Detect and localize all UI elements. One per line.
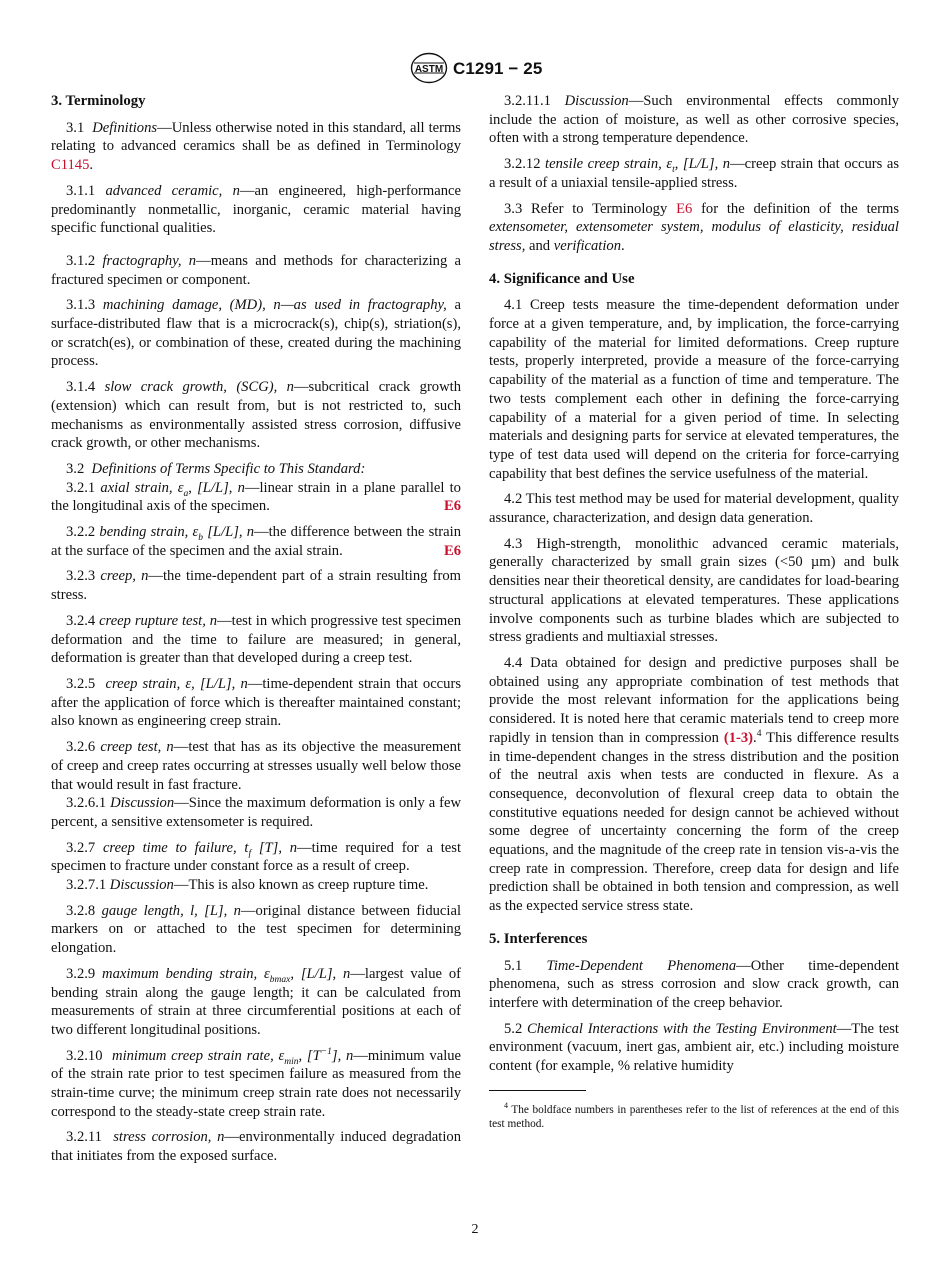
para-3-2-3: 3.2.3 creep, n—the time-dependent part of a strain resulting from stress. bbox=[51, 568, 461, 604]
right-column bbox=[489, 92, 899, 1132]
ref-e6-link[interactable]: E6 bbox=[443, 542, 461, 559]
para-3-2-7-1: 3.2.7.1 Discussion—This is also known as creep rupture time. bbox=[66, 877, 429, 894]
para-3-2-2: 3.2.2 bending strain, $\varepsilon_b$ [L/L], n—the difference between the strain at the surface of the specimen and the axial strain. E6 bbox=[51, 524, 462, 559]
section-3-heading: 3. Terminology bbox=[51, 93, 146, 109]
para-3-2-11-1: 3.2.11.1 Discussion—Such environmental effects commonly include the action of moisture, as well as other corrosive species, often with a strong temperature dependence. bbox=[489, 93, 899, 147]
para-3-2: 3.2 Definitions of Terms Specific to This Standard: bbox=[66, 460, 366, 477]
para-3-2-5: 3.2.5 creep strain, ε, [L/L], n—time-dependent strain that occurs after the application of force which is thereafter maintained constant; also known as engineering creep strain. bbox=[51, 675, 461, 730]
para-4-3: 4.3 High-strength, monolithic advanced ceramic materials, generally characterized by small grain sizes (<50 µm) and bulk densities near their theoretical density, are candidates for load-bearing structural applications at elevated temperatures. These applications involve components such as turbine blades which are subjected to stress gradients and multiaxial stresses. bbox=[489, 535, 899, 646]
para-4-2: 4.2 This test method may be used for material development, quality assurance, characterization, and design data generation. bbox=[489, 491, 899, 527]
ref-e6-link[interactable]: E6 bbox=[443, 498, 461, 515]
footnote-4: $^4$ The boldface numbers in parentheses refer to the list of references at the end of this test method. bbox=[489, 1100, 899, 1131]
page-number: 2 bbox=[471, 1222, 479, 1237]
para-5-1: 5.1 Time-Dependent Phenomena—Other time-dependent phenomena, such as stress corrosion and slow crack growth, can interfere with determination of the creep behavior. bbox=[489, 957, 899, 1011]
ref-e6-link[interactable]: E6 bbox=[676, 200, 693, 217]
para-3-2-7: 3.2.7 creep time to failure, $t_f$ [T], n—time required for a test specimen to fracture under constant force as a result of creep. bbox=[51, 839, 461, 875]
left-column bbox=[51, 92, 461, 1173]
para-3-1: 3.1 Definitions—Unless otherwise noted in this standard, all terms relating to advanced ceramics shall be as defined in Terminology C1145. bbox=[51, 119, 461, 174]
para-3-2-12: 3.2.12 tensile creep strain, $\varepsilon_t$, [L/L], n—creep strain that occurs as a result of a uniaxial tensile-applied stress. bbox=[489, 156, 899, 191]
para-3-2-6: 3.2.6 creep test, n—test that has as its objective the measurement of creep and creep rates occurring at stresses usually well below those that would result in fast fracture. bbox=[51, 739, 462, 793]
ref-c1145-link[interactable]: C1145 bbox=[51, 157, 90, 174]
para-3-1-1: 3.1.1 advanced ceramic, n—an engineered, high-performance predominantly nonmetallic, inorganic, ceramic material having specific functional qualities. bbox=[51, 182, 461, 237]
para-3-2-1: 3.2.1 axial strain, $\varepsilon_a$, [L/L], n—linear strain in a plane parallel to the longitudinal axis of the specimen. E6 bbox=[51, 479, 461, 515]
footnote-marker[interactable]: 4 bbox=[756, 728, 762, 739]
para-5-2: 5.2 Chemical Interactions with the Testing Environment—The test environment (vacuum, inert gas, ambient air, etc.) including moisture content (for example, % relative humidity bbox=[489, 1020, 899, 1075]
para-3-2-8: 3.2.8 gauge length, l, [L], n—original distance between fiducial markers on or attached to the test specimen for determining elongation. bbox=[51, 902, 461, 957]
para-3-1-3: 3.1.3 machining damage, (MD), n—as used in fractography, a surface-distributed flaw that is a microcrack(s), chip(s), striation(s), or scratch(es), or combination of these, created during the machining process. bbox=[51, 297, 461, 370]
para-3-2-4: 3.2.4 creep rupture test, n—test in which progressive test specimen deformation and the time to failure are measured; in general, deformation is greater than that developed during a creep test. bbox=[51, 612, 461, 667]
page-header bbox=[0, 52, 950, 84]
section-5-heading: 5. Interferences bbox=[489, 930, 588, 947]
section-4-heading: 4. Significance and Use bbox=[489, 270, 635, 287]
document-id: C1291 − 25 bbox=[453, 59, 543, 78]
para-4-4: 4.4 Data obtained for design and predictive purposes shall be obtained using any appropriate combination of test methods that provide the most relevant information for the applications being considered. It is noted here that ceramic materials tend to creep more rapidly in tension than in compression (1-3).$^4$ This difference results in time-dependent changes in the stress distribution and the position of the neutral axis when tests are conducted in flexure. As a consequence, deconvolution of flexural creep data to obtain the constitutive equations needed for design cannot be achieved without some degree of uncertainty concerning the form of the creep equations, and the magnitude of the creep rate in tension vis-a-vis the creep rate in compression. Therefore, creep data for design and life prediction shall be obtained in both tension and compression, as well as the expected service stress state. bbox=[489, 654, 899, 915]
para-3-2-9: 3.2.9 maximum bending strain, $\varepsilon_{bmax}$, [L/L], n—largest value of bending strain along the gauge length; it can be calculated from measurements of strain at three circumferential positions at each of two different longitudinal positions. bbox=[51, 965, 461, 1038]
para-3-1-4: 3.1.4 slow crack growth, (SCG), n—subcritical crack growth (extension) which can result from, but is not restricted to, such mechanisms as environmentally assisted stress corrosion, diffusive crack growth, or other mechanisms. bbox=[51, 379, 461, 452]
svg-text:ASTM: ASTM bbox=[414, 64, 444, 75]
para-3-2-11: 3.2.11 stress corrosion, n—environmentally induced degradation that initiates from the exposed surface. bbox=[51, 1129, 461, 1165]
reference-citation-link[interactable]: (1-3) bbox=[723, 729, 754, 746]
footnote-divider bbox=[489, 1090, 586, 1091]
para-3-3: 3.3 Refer to Terminology E6 for the definition of the terms extensometer, extensometer system, modulus of elasticity, residual stress, and verification. bbox=[489, 200, 899, 254]
para-3-1-2: 3.1.2 fractography, n—means and methods for characterizing a fractured specimen or component. bbox=[51, 252, 461, 288]
para-4-1: 4.1 Creep tests measure the time-dependent deformation under force at a given temperature, and, by implication, the force-carrying capability of the material for limited deformations. Creep rupture tests, properly interpreted, provide a measure of the force-carrying capability of the material as a function of time and temperature. The two tests complement each other in defining the force-carrying capability of a material for a given period of time. In selecting materials and designing parts for service at elevated temperatures, the type of test data used will depend on the criteria for force-carrying capability that best defines the service usefulness of the material. bbox=[489, 297, 899, 482]
para-3-2-10: 3.2.10 minimum creep strain rate, $\varepsilon_{min}$, $[T^{-1}]$, n—minimum value of the strain rate prior to test specimen failure as measured from the strain-time curve; the minimum creep strain rate does not necessarily correspond to the steady-state creep strain rate. bbox=[51, 1046, 462, 1120]
astm-logo-icon bbox=[410, 52, 448, 84]
para-3-2-6-1: 3.2.6.1 Discussion—Since the maximum deformation is only a few percent, a sensitive extensometer is required. bbox=[51, 795, 462, 830]
